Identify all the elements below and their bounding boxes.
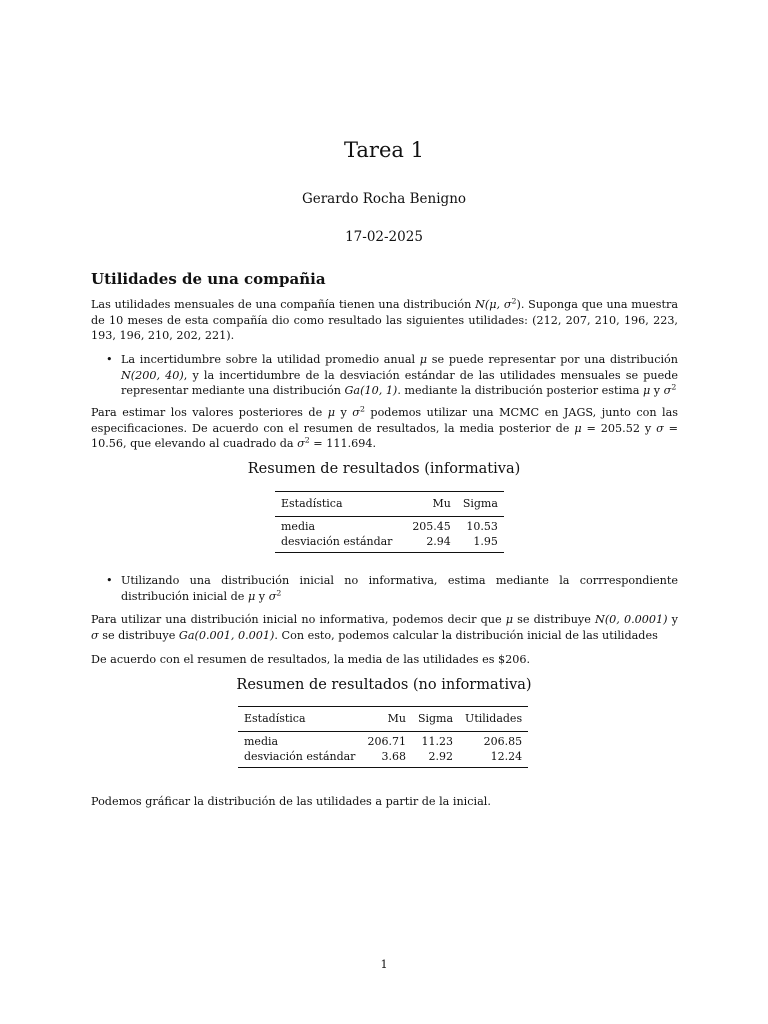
paragraph-intro: Las utilidades mensuales de una compañía tienen una distribución N(μ, $\sigma^2$). Suponga que una muestra de 10 meses de esta compañía dio como resultado las siguientes utilidades: (212, 207, 210, 196, 223, 193, 196, 210, 202, 221). — [91, 296, 678, 342]
document-author: Gerardo Rocha Benigno — [301, 191, 467, 207]
table-cell: 1.95 — [473, 535, 498, 548]
column-header: Sigma — [462, 497, 498, 510]
bullet-marker: • — [106, 574, 113, 587]
column-header: Utilidades — [465, 712, 523, 725]
table-cell: media — [281, 519, 316, 533]
table-row — [275, 516, 504, 534]
column-header: Estadística — [244, 712, 306, 725]
table-cell: 205.45 — [412, 519, 451, 533]
paragraph-plot-note: Podemos gráficar la distribución de las utilidades a partir de la inicial. — [91, 795, 491, 808]
paragraph-noninformative: Para utilizar una distribución inicial no informativa, podemos decir que μ se distribuye N(0, 0.0001) y σ se distribuye Ga(0.001, 0.001). Con esto, podemos calcular la distribución inicial de las utilidades — [91, 613, 679, 642]
bullet-marker: • — [106, 353, 113, 366]
table-cell: 3.68 — [381, 750, 406, 763]
column-header: Sigma — [417, 712, 454, 725]
bullet-item-noninformative: Utilizando una distribución inicial no informativa, estima mediante la corrrespondiente distribución inicial de μ y $\sigma^2$ — [121, 574, 678, 603]
table-row — [275, 534, 504, 552]
table-header-row — [275, 492, 504, 517]
section-title: Utilidades de una compañia — [91, 270, 326, 288]
results-table-informative — [275, 491, 504, 553]
paragraph-mcmc: Para estimar los valores posteriores de μ y $\sigma^2$ podemos utilizar una MCMC en JAGS, junto con las especificaciones. De acuerdo con el resumen de resultados, la media posterior de μ = 205.52 y σ = 10.56, que elevando al cuadrado da $\sigma^2 = 111.694$. — [91, 404, 679, 450]
table-cell: desviación estándar — [281, 535, 393, 548]
column-header: Estadística — [281, 497, 343, 510]
column-header: Mu — [432, 497, 451, 510]
table-header-row — [238, 707, 528, 732]
table-cell: 206.85 — [483, 734, 523, 748]
table-cell: media — [244, 734, 279, 748]
table-cell: desviación estándar — [244, 750, 356, 763]
column-header: Mu — [387, 712, 406, 725]
paragraph-mean-result: De acuerdo con el resumen de resultados, la media de las utilidades es $206. — [91, 653, 531, 666]
page-number: 1 — [380, 958, 388, 971]
document-title: Tarea 1 — [344, 138, 424, 162]
document-date: 17-02-2025 — [345, 229, 423, 245]
table-cell: 2.92 — [428, 750, 454, 763]
table-row — [238, 731, 528, 749]
bullet-item-informative: La incertidumbre sobre la utilidad promedio anual μ se puede representar por una distribución N(200, 40), y la incertidumbre de la desviación estándar de las utilidades mensuales se puede representar mediante una distribución Ga(10, 1). mediante la distribución posterior estima μ y $\sigma^2$ — [121, 353, 678, 397]
table-cell: 12.24 — [490, 750, 523, 763]
table-cell: 10.53 — [466, 519, 498, 533]
table-cell: 206.71 — [367, 734, 406, 748]
table-row — [238, 749, 528, 767]
table-caption-noninformative: Resumen de resultados (no informativa) — [236, 677, 532, 693]
table-cell: 11.23 — [421, 734, 454, 748]
results-table-noninformative — [238, 706, 528, 768]
table-cell: 2.94 — [426, 535, 451, 548]
table-caption-informative: Resumen de resultados (informativa) — [247, 461, 521, 477]
